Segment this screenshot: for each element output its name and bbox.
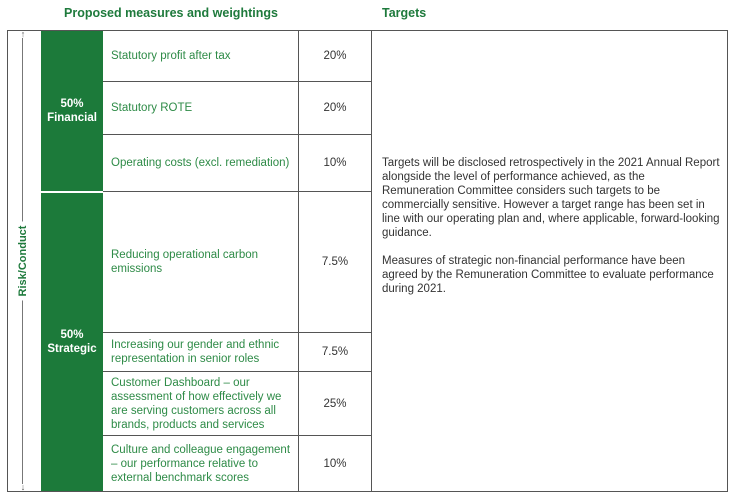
targets-text <box>382 156 720 310</box>
category-strategic-name: Strategic <box>47 343 97 355</box>
targets-paragraph-1: Targets will be disclosed retrospectively in the 2021 Annual Report alongside the level of performance achieved, as the Remuneration Committee considers such targets to be commercially sensitive. However a target range has been set in line with our operating plan and, where applicable, forward-looking guidance. <box>382 157 720 239</box>
measures-header: Proposed measures and weightings <box>64 6 278 20</box>
category-strategic <box>41 192 103 491</box>
risk-conduct-axis <box>8 30 38 492</box>
measure-cell: Statutory ROTE <box>103 82 298 135</box>
arrow-up-icon: ↑ <box>20 29 26 39</box>
measure-cell: Operating costs (excl. remediation) <box>103 135 298 192</box>
risk-conduct-label: Risk/Conduct <box>15 222 31 301</box>
measure-cell: Statutory profit after tax <box>103 31 298 82</box>
category-strategic-pct: 50% <box>60 329 84 341</box>
weight-cell: 20% <box>298 31 371 82</box>
weight-cell: 10% <box>298 436 371 491</box>
weight-cell: 7.5% <box>298 192 371 333</box>
measure-cell: Culture and colleague engagement – our performance relative to external benchmark scores <box>111 443 291 484</box>
column-divider <box>371 30 372 492</box>
category-financial-name: Financial <box>47 112 97 124</box>
targets-header: Targets <box>382 6 427 20</box>
arrow-down-icon: ↓ <box>20 482 26 492</box>
category-financial-pct: 50% <box>60 98 84 110</box>
category-financial <box>41 31 103 191</box>
measure-cell: Increasing our gender and ethnic representation in senior roles <box>103 333 298 372</box>
weight-cell: 20% <box>298 82 371 135</box>
weight-cell: 10% <box>298 135 371 192</box>
measure-cell: Reducing operational carbon emissions <box>103 192 298 333</box>
targets-paragraph-2: Measures of strategic non-financial performance have been agreed by the Remuneration Committee to evaluate performance during 2021. <box>382 255 714 295</box>
weight-cell: 7.5% <box>298 333 371 372</box>
measure-cell: Customer Dashboard – our assessment of how effectively we are serving customers across all brands, products and services <box>103 372 298 436</box>
weight-cell: 25% <box>298 372 371 436</box>
